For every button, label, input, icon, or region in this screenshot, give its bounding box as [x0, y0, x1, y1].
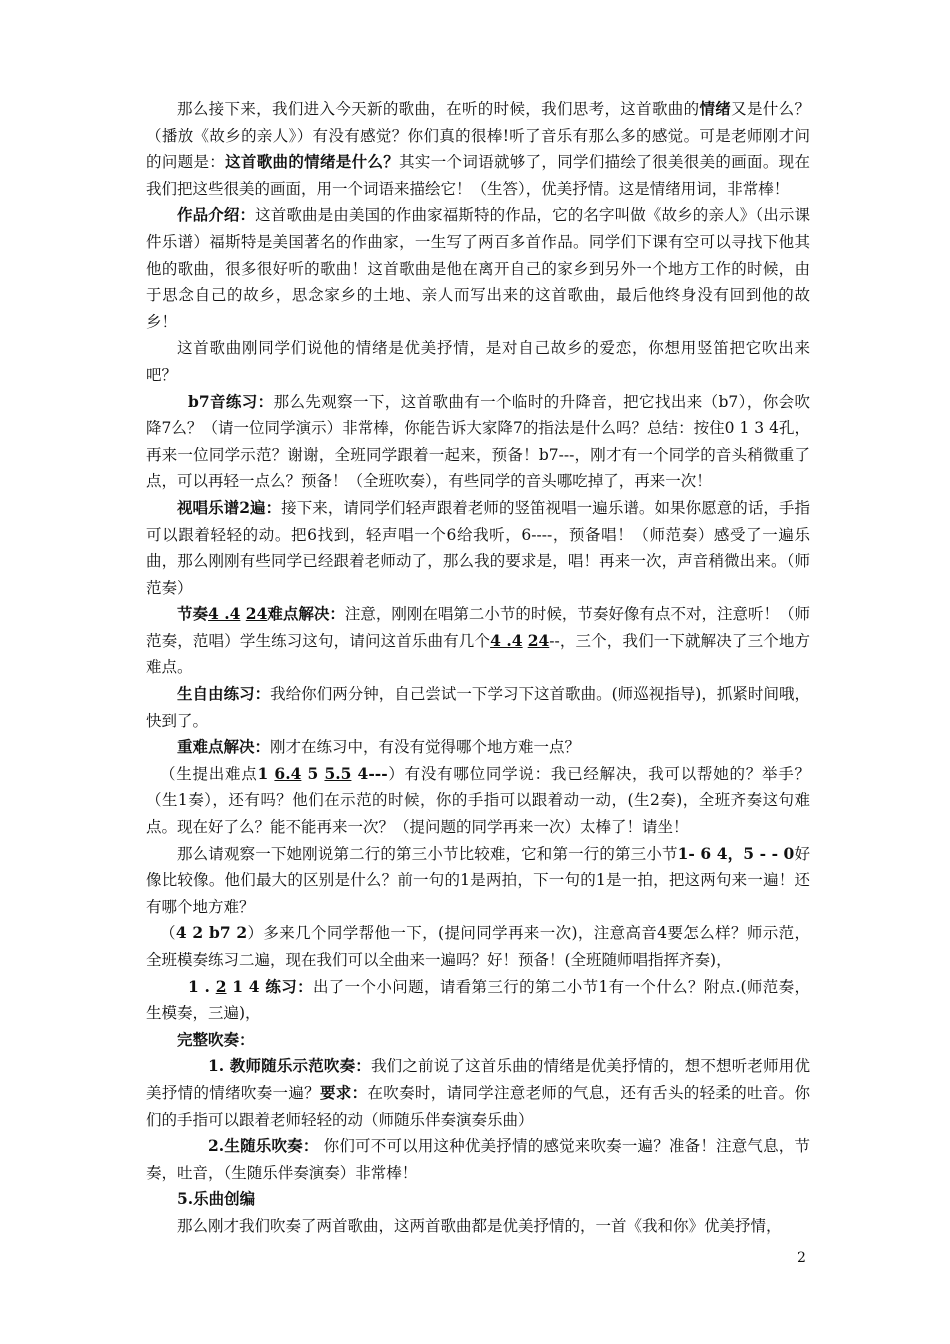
paragraph-high-note [146, 920, 810, 973]
section-heading: 重难点解决： [177, 737, 271, 757]
text-run: 那么请观察一下她刚说第二行的第三小节比较难，它和第一行的第三小节 [177, 844, 678, 863]
text-run: ）多来几个同学帮他一下，(提问同学再来一次)，注意高音4要怎么样？师示范，全班模奏练习二遍，现在我们可以全曲来一遍吗？好！预备！(全班随师唱指挥齐奏)， [146, 924, 810, 969]
text-run: 这首歌曲是由美国的作曲家福斯特的作品，它的名字叫做《故乡的亲人》（出示课件乐谱）福斯特是美国著名的作曲家，一生写了两百多首作品。同学们下课有空可以寻找下他其他的歌曲，很多很好听的歌曲！这首歌曲是他在离开自己的家乡到另外一个地方工作的时候，由于思念自己的故乡，思念家乡的土地、亲人而写出来的这首歌曲，最后他终身没有回到他的故乡！ [146, 206, 810, 331]
paragraph-intro [146, 96, 810, 202]
paragraph-compare [146, 841, 810, 921]
notation-bold: 1 . [188, 976, 216, 996]
notation-underlined: 2 [215, 976, 227, 996]
section-heading: 1. 教师随乐示范吹奏： [208, 1056, 371, 1076]
notation-underlined: 5.5 [324, 763, 352, 783]
document-body [146, 96, 810, 1240]
paragraph-transition [146, 335, 810, 388]
text-run: 注意，刚刚在唱第二小节的时候，节奏好像有点不对，注意听！（师范奏，范唱）学生练习这句，请问这首乐曲有几个 [146, 605, 810, 650]
section-heading: b7音练习： [188, 391, 274, 411]
section-heading: 节奏 [177, 604, 209, 624]
bold-run: 这首歌曲的情绪是什么？ [225, 152, 400, 172]
paragraph-student-play [146, 1133, 810, 1186]
text-run: --，三个，我们一下就解决了三个地方难点。 [146, 631, 810, 677]
text-run: 那么接下来，我们进入今天新的歌曲，在听的时候，我们思考，这首歌曲的 [177, 100, 700, 118]
notation-bold: 4 2 b7 2 [175, 923, 248, 943]
text-run: 其实一个词语就够了，同学们描绘了很美很美的画面。现在我们把这些很美的画面，用一个词语来描绘它！（生答），优美抒情。这是情绪用词，非常棒！ [146, 153, 810, 198]
text-run: 接下来，请同学们轻声跟着老师的竖笛视唱一遍乐谱。如果你愿意的话，手指可以跟着轻轻的动。把6找到，轻声唱一个6给我听，6----，预备唱！（师范奏）感受了一遍乐曲，那么刚刚有些同学已经跟着老师动了，那么我的要求是，唱！再来一次，声音稍微出来。（师范奏） [146, 498, 810, 597]
notation-bold: 1- 6 4，5 - - 0 [677, 843, 795, 863]
text-run: 那么先观察一下，这首歌曲有一个临时的升降音，把它找出来（b7），你会吹降7么？（请一位同学演示）非常棒，你能告诉大家降7的指法是什么吗？总结：按住0 1 3 4孔，再来一位同学示范？谢谢，全班同学跟着一起来，预备！b7---，刚才有一个同学的音头稍微重了点，可以再轻一点么？预备！（全班吹奏），有些同学的音头哪吃掉了，再来一次！ [146, 392, 810, 491]
notation-underlined: 4 .4 [208, 604, 241, 624]
notation-underlined: 24 [245, 604, 268, 624]
section-heading: 1 4 练习： [226, 976, 313, 996]
paragraph-rhythm [146, 601, 810, 681]
paragraph-full-performance [146, 1027, 810, 1054]
section-heading: 生自由练习： [177, 684, 271, 704]
text-run: 刚才在练习中，有没有觉得哪个地方难一点？ [270, 738, 581, 757]
paragraph-sight-singing [146, 495, 810, 601]
paragraph-student-difficulty [146, 761, 810, 841]
text-run: 这首歌曲刚同学们说他的情绪是优美抒情，是对自己故乡的爱恋，你想用竖笛把它吹出来吧？ [146, 339, 810, 384]
paragraph-dotted-practice [146, 974, 810, 1027]
notation-bold: 5 [301, 763, 325, 783]
bold-run: 情绪 [699, 99, 732, 118]
text-run: 在吹奏时，请同学注意老师的气息，还有舌头的轻柔的吐音。你们的手指可以跟着老师轻轻的动（师随乐伴奏演奏乐曲） [146, 1083, 810, 1129]
notation-bold: 4--- [351, 763, 388, 783]
text-run: 那么刚才我们吹奏了两首歌曲，这两首歌曲都是优美抒情的，一首《我和你》优美抒情， [177, 1216, 782, 1235]
paragraph-b7-practice [146, 389, 810, 495]
section-heading: 2.生随乐吹奏： [208, 1136, 319, 1156]
section-heading: 5.乐曲创编 [177, 1189, 256, 1209]
paragraph-teacher-demo [146, 1053, 810, 1133]
text-run: 又是什么？（播放《故乡的亲人》）有没有感觉？你们真的很棒!听了音乐有那么多的感觉。可是老师刚才问的问题是： [146, 100, 810, 172]
text-run: 你们可不可以用这种优美抒情的感觉来吹奏一遍？准备！注意气息，节奏，吐音，（生随乐伴奏演奏）非常棒！ [146, 1137, 810, 1182]
text-run: （生提出难点 [160, 764, 258, 783]
bold-run: 要求： [319, 1082, 368, 1102]
text-run: 好像比较像。他们最大的区别是什么？前一句的1是两拍，下一句的1是一拍，把这两句来一遍！还有哪个地方难？ [146, 844, 810, 916]
paragraph-work-intro [146, 202, 810, 335]
text-run: 我给你们两分钟，自己尝试一下学习下这首歌曲。(师巡视指导)，抓紧时间哦，快到了。 [146, 685, 810, 730]
text-run: （ [160, 924, 176, 943]
section-heading: 视唱乐谱2遍： [177, 497, 282, 517]
notation-bold: 1 [257, 763, 275, 783]
paragraph-difficulty [146, 734, 810, 761]
section-heading: 作品介绍： [177, 205, 256, 225]
text-run: ）有没有哪位同学说：我已经解决，我可以帮她的？举手？（生1奏），还有吗？他们在示范的时候，你的手指可以跟着动一动，(生2奏)，全班齐奏这句难点。现在好了么？能不能再来一次？（提问题的同学再来一次）太棒了！请坐！ [146, 764, 811, 837]
notation-underlined: 24 [527, 630, 550, 650]
text-run: 出了一个小问题，请看第三行的第二小节1有一个什么？附点.(师范奏，生模奏，三遍)， [146, 977, 810, 1023]
text-run: 我们之前说了这首乐曲的情绪是优美抒情的，想不想听老师用优美抒情的情绪吹奏一遍？ [146, 1057, 810, 1102]
notation-underlined: 6.4 [274, 763, 302, 783]
section-heading: 完整吹奏： [177, 1029, 255, 1049]
paragraph-creation [146, 1213, 810, 1240]
paragraph-creation-heading [146, 1186, 810, 1213]
notation-underlined: 4 .4 [490, 630, 523, 650]
page-number: 2 [797, 1250, 806, 1266]
section-heading: 难点解决： [267, 604, 345, 624]
paragraph-free-practice [146, 681, 810, 734]
